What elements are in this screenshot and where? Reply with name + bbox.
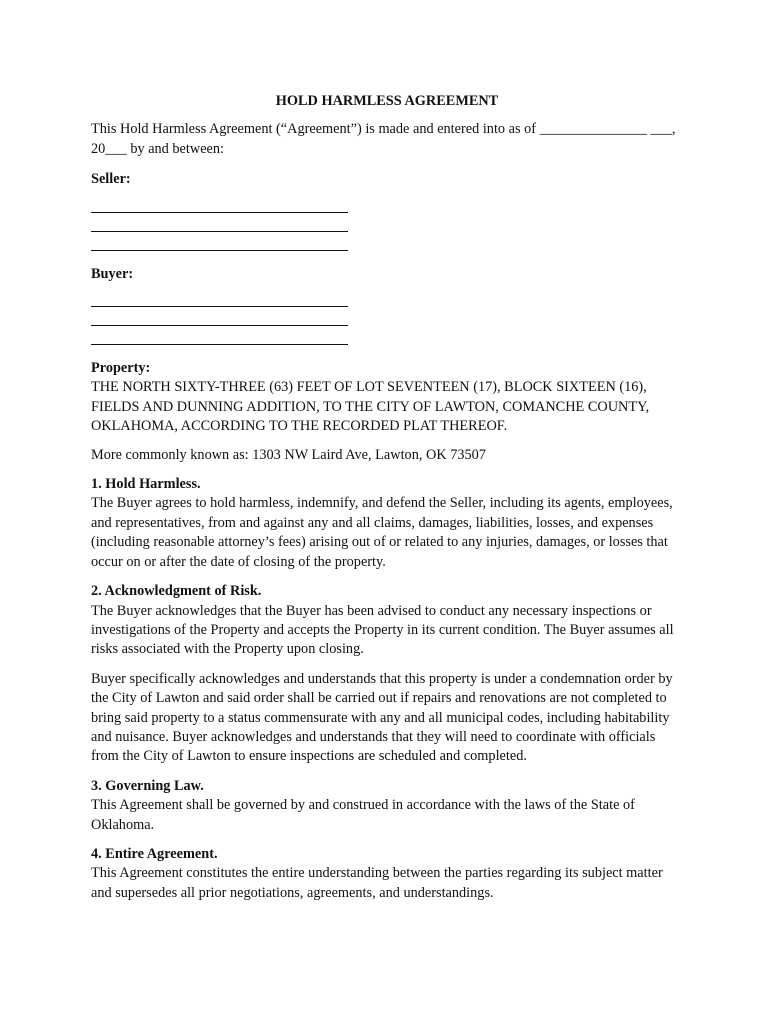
section-body: This Agreement shall be governed by and construed in accordance with the laws of the State of Oklahoma. bbox=[91, 797, 635, 833]
section-entire-agreement bbox=[91, 845, 683, 903]
section-heading: 1. Hold Harmless. bbox=[91, 476, 201, 493]
document-title: HOLD HARMLESS AGREEMENT bbox=[275, 93, 499, 109]
section-heading: 3. Governing Law. bbox=[91, 777, 204, 794]
document-page bbox=[91, 92, 683, 913]
section-body: The Buyer acknowledges that the Buyer has been advised to conduct any necessary inspections or investigations of the Property and accepts the Property in its current condition. The Buyer assumes all risks associated with the Property upon closing. bbox=[91, 602, 674, 658]
buyer-line-2 bbox=[91, 307, 348, 326]
property-address: More commonly known as: 1303 NW Laird Ave, Lawton, OK 73507 bbox=[91, 446, 486, 463]
section-body: The Buyer agrees to hold harmless, indemnify, and defend the Seller, including its agents, employees, and representatives, from and against any and all claims, damages, liabilities, losses, and expenses (including reasonable attorney’s fees) arising out of or related to any injuries, damages, or losses that occur on or after the date of closing of the property. bbox=[91, 495, 673, 570]
section-body-condemnation: Buyer specifically acknowledges and understands that this property is under a condemnation order by the City of Lawton and said order shall be carried out if repairs and renovations are not completed to bring said property to a status commensurate with any and all municipal codes, including habitability and nuisance. Buyer acknowledges and understands that they will need to coordinate with officials from the City of Lawton to ensure inspections are scheduled and completed. bbox=[91, 670, 673, 765]
seller-line-3 bbox=[91, 232, 348, 251]
section-heading: 4. Entire Agreement. bbox=[91, 845, 218, 862]
buyer-line-3 bbox=[91, 326, 348, 345]
property-description: THE NORTH SIXTY-THREE (63) FEET OF LOT SEVENTEEN (17), BLOCK SIXTEEN (16), FIELDS AND DUNNING ADDITION, TO THE CITY OF LAWTON, COMANCHE COUNTY, OKLAHOMA, ACCORDING TO THE RECORDED PLAT THEREOF. bbox=[91, 379, 650, 435]
section-hold-harmless bbox=[91, 475, 683, 572]
section-heading: 2. Acknowledgment of Risk. bbox=[91, 583, 262, 600]
property-label: Property: bbox=[91, 360, 151, 377]
property-section bbox=[91, 359, 683, 437]
buyer-line-1 bbox=[91, 288, 348, 307]
seller-signature-lines bbox=[91, 194, 683, 251]
buyer-label: Buyer: bbox=[91, 265, 134, 282]
section-governing-law bbox=[91, 777, 683, 835]
seller-line-2 bbox=[91, 213, 348, 232]
buyer-signature-lines bbox=[91, 288, 683, 345]
seller-label: Seller: bbox=[91, 171, 131, 188]
section-body: This Agreement constitutes the entire understanding between the parties regarding its subject matter and supersedes all prior negotiations, agreements, and understandings. bbox=[91, 865, 663, 901]
seller-line-1 bbox=[91, 194, 348, 213]
section-acknowledgment-of-risk bbox=[91, 582, 683, 767]
intro-paragraph: This Hold Harmless Agreement (“Agreement”) is made and entered into as of _______________ ___, 20___ by and between: bbox=[91, 121, 676, 157]
